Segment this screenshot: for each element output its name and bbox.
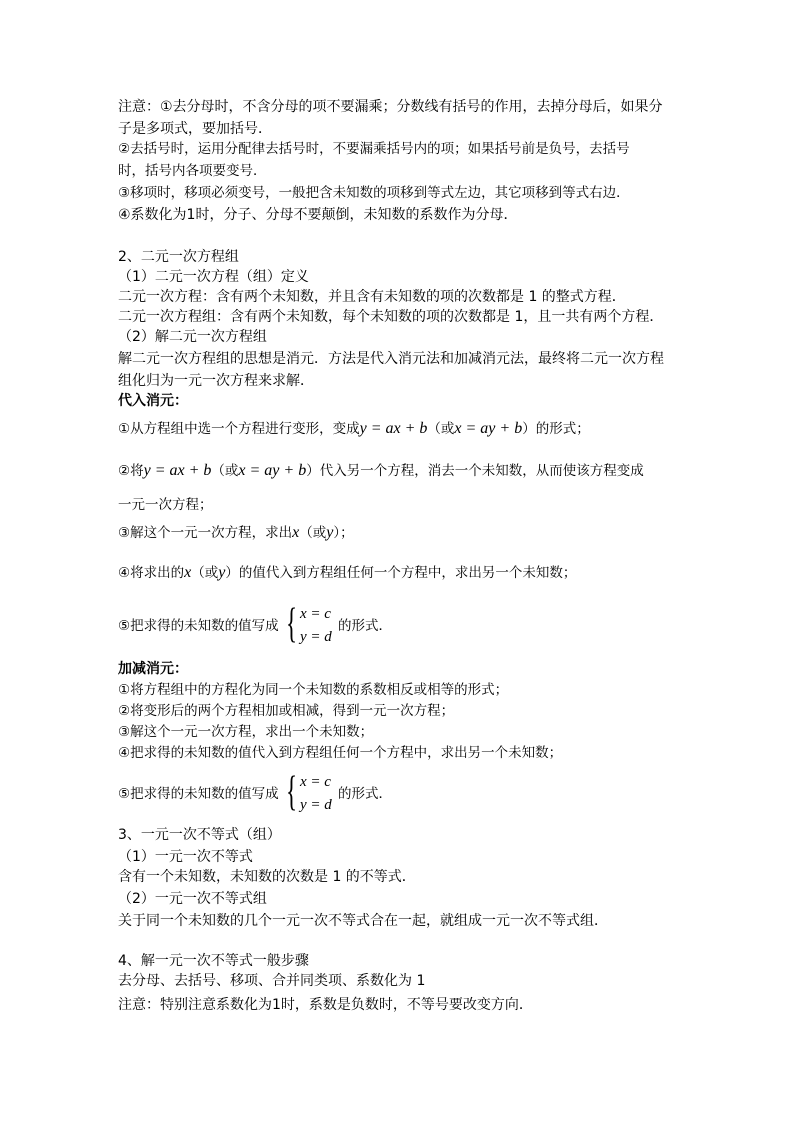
sec2-idea1: 解二元一次方程组的思想是消元．方法是代入消元法和加减消元法，最终将二元一次方程	[118, 351, 664, 367]
brace-icon: {	[286, 769, 298, 815]
sec3-sub1: （1）一元一次不等式	[118, 849, 253, 865]
sub-step2-text-b: （或	[211, 463, 239, 479]
sec2-sub1: （1）二元一次方程（组）定义	[118, 269, 309, 285]
sub-step3	[118, 524, 354, 542]
sub-step1-eq2: x = ay + b	[454, 420, 523, 437]
sub-step4	[118, 564, 576, 582]
sub-step1-eq1: y = ax + b	[359, 420, 428, 437]
note1-line4: 时，括号内各项要变号．	[118, 163, 267, 179]
sub-step2-eq2: x = ay + b	[238, 462, 307, 479]
sub-step5-text-a: ⑤把求得的未知数的值写成	[118, 618, 279, 634]
sec2-def1: 二元一次方程：含有两个未知数，并且含有未知数的项的次数都是 1 的整式方程．	[118, 289, 626, 305]
note1-line6: ④系数化为1时，分子、分母不要颠倒，未知数的系数作为分母．	[118, 207, 518, 223]
sub-step1	[118, 420, 590, 438]
sub-step2-eq1: y = ax + b	[143, 462, 212, 479]
sub-method-heading: 代入消元：	[118, 393, 188, 409]
brace-icon: {	[286, 601, 298, 647]
sub-step2-text-a: ②将	[118, 463, 144, 479]
sec4-steps: 去分母、去括号、移项、合并同类项、系数化为 1	[118, 973, 426, 989]
sec2-title: 2、二元一次方程组	[118, 249, 239, 265]
sec3-sub2: （2）一元一次不等式组	[118, 891, 267, 907]
sec3-def1: 含有一个未知数，未知数的次数是 1 的不等式．	[118, 869, 416, 885]
sub-step2-cont: 一元一次方程；	[118, 497, 213, 513]
sub-step2	[118, 462, 644, 480]
sec2-def2: 二元一次方程组：含有两个未知数，每个未知数的项的次数都是 1，且一共有两个方程．	[118, 309, 664, 325]
add-step5-text-a: ⑤把求得的未知数的值写成	[118, 786, 279, 802]
add-step5-text-b: 的形式．	[338, 786, 392, 802]
add-step3: ③解这个一元一次方程，求出一个未知数；	[118, 724, 374, 740]
note1-line2: 子是多项式，要加括号．	[118, 121, 272, 137]
sub-step3-y: y	[326, 524, 334, 541]
add-method-heading: 加减消元：	[118, 661, 188, 677]
sub-step5-text-b: 的形式．	[338, 618, 392, 634]
sec2-sub2: （2）解二元一次方程组	[118, 329, 267, 345]
sec3-def2: 关于同一个未知数的几个一元一次不等式合在一起，就组成一元一次不等式组．	[118, 913, 608, 929]
add-step5-eq-top: x = c	[300, 774, 331, 790]
sec4-title: 4、解一元一次不等式一般步骤	[118, 953, 309, 969]
sub-step4-text-c: ）的值代入到方程组任何一个方程中，求出另一个未知数；	[225, 565, 577, 581]
sub-step4-text-a: ④将求出的	[118, 565, 185, 581]
sub-step1-text-a: ①从方程组中选一个方程进行变形，变成	[118, 421, 360, 437]
sec4-note: 注意：特别注意系数化为1时，系数是负数时，不等号要改变方向．	[118, 997, 533, 1013]
sub-step2-text-c: ）代入另一个方程，消去一个未知数，从而使该方程变成	[306, 463, 644, 479]
sub-step4-x: x	[184, 564, 192, 581]
sub-step5-eq-top: x = c	[300, 606, 331, 622]
sub-step4-text-b: （或	[191, 565, 219, 581]
note1-line3: ②去括号时，运用分配律去括号时，不要漏乘括号内的项；如果括号前是负号，去括号	[118, 141, 630, 157]
sub-step1-text-c: ）的形式；	[522, 421, 590, 437]
note1-line1: 注意：①去分母时，不含分母的项不要漏乘；分数线有括号的作用，去掉分母后，如果分	[118, 99, 663, 115]
sub-step3-text-c: ）；	[333, 525, 354, 541]
sub-step3-text-b: （或	[299, 525, 327, 541]
sec2-idea2: 组化归为一元一次方程来求解．	[118, 373, 314, 389]
add-step4: ④把求得的未知数的值代入到方程组任何一个方程中，求出另一个未知数；	[118, 745, 563, 761]
sub-step5-eq-bot: y = d	[300, 629, 332, 645]
sub-step3-text-a: ③解这个一元一次方程，求出	[118, 525, 293, 541]
sub-step4-y: y	[218, 564, 226, 581]
add-step5-eq-bot: y = d	[300, 797, 332, 813]
sec3-title: 3、一元一次不等式（组）	[118, 827, 281, 843]
add-step1: ①将方程组中的方程化为同一个未知数的系数相反或相等的形式；	[118, 682, 509, 698]
note1-line5: ③移项时，移项必须变号，一般把含未知数的项移到等式左边，其它项移到等式右边．	[118, 185, 630, 201]
sub-step3-x: x	[292, 524, 300, 541]
sub-step1-text-b: （或	[427, 421, 455, 437]
add-step2: ②将变形后的两个方程相加或相减，得到一元一次方程；	[118, 703, 455, 719]
